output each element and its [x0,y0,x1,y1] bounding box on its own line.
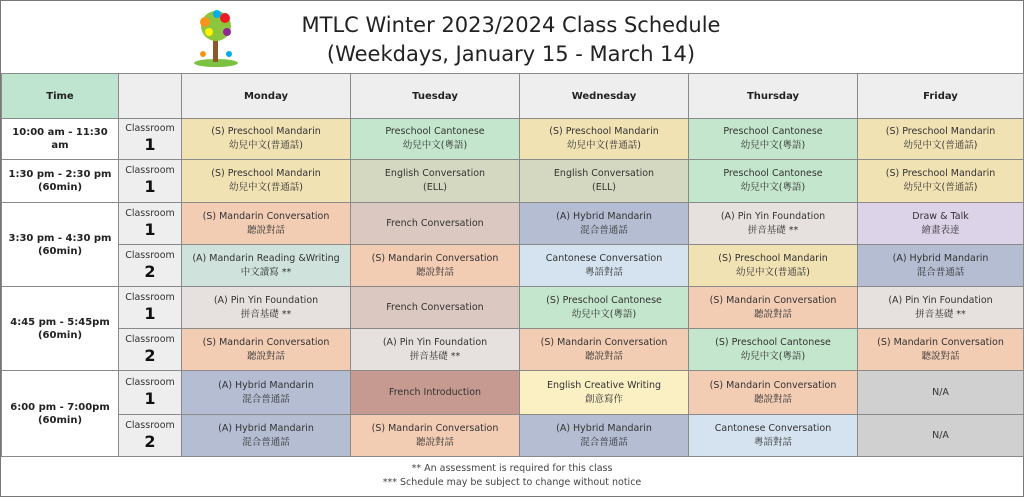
class-name: N/A [932,429,949,441]
class-name: English Creative Writing [546,379,662,391]
classroom-number: 1 [144,135,156,154]
class-chinese-name: 聽說對話 [584,350,623,362]
class-cell [689,119,858,160]
footnotes [1,457,1023,497]
class-cell [858,119,1024,160]
class-chinese-name: 拼音基礎 ** [915,308,966,320]
class-chinese-name: 幼兒中文(粵語) [571,308,637,320]
classroom-number: 2 [144,345,156,365]
class-cell [351,415,520,457]
classroom-label: Classroom [125,207,175,219]
class-cell [182,203,351,245]
classroom-label: Classroom [125,419,175,431]
classroom-label: Classroom [125,291,175,303]
day-header-friday: Friday [858,74,1024,119]
page-title [231,11,791,69]
class-cell [858,371,1024,415]
class-name: (A) Hybrid Mandarin [556,422,652,434]
class-name: English Conversation [384,168,486,179]
class-chinese-name: (ELL) [422,182,447,193]
class-cell [858,415,1024,457]
schedule-row [2,329,1024,371]
class-cell [351,119,520,160]
class-name: (S) Mandarin Conversation [371,422,499,434]
class-chinese-name: 混合普通話 [242,393,290,405]
class-chinese-name: 混合普通話 [580,224,628,236]
classroom-cell [119,245,182,287]
class-name: (A) Mandarin Reading &Writing [192,252,340,264]
class-cell [182,287,351,329]
classroom-cell [119,371,182,415]
schedule-row [2,160,1024,203]
class-cell [182,119,351,160]
class-name: (S) Preschool Mandarin [885,126,996,137]
class-name: (S) Mandarin Conversation [709,379,837,391]
time-slot-duration: (60min) [37,245,83,257]
schedule-row [2,203,1024,245]
classroom-cell [119,160,182,203]
schedule-row [2,245,1024,287]
class-cell [858,160,1024,203]
schedule-row [2,371,1024,415]
class-chinese-name: 聽說對話 [246,224,285,236]
class-chinese-name: 拼音基礎 ** [747,224,799,236]
time-slot-label: 6:00 pm - 7:00pm [10,401,110,413]
class-chinese-name: 聽說對話 [753,308,792,320]
class-cell [520,329,689,371]
class-chinese-name: 混合普通話 [916,266,965,278]
class-name: Draw & Talk [912,210,969,222]
class-name: (A) Hybrid Mandarin [218,422,314,434]
time-slot [2,371,119,457]
class-chinese-name: 聽說對話 [246,350,285,362]
class-cell [351,329,520,371]
class-chinese-name: 拼音基礎 ** [409,350,461,362]
schedule-row [2,287,1024,329]
class-cell [689,160,858,203]
class-cell [689,415,858,457]
class-name: French Introduction [388,386,482,398]
class-name: Cantonese Conversation [545,252,663,264]
class-name: (A) Pin Yin Foundation [888,294,993,306]
class-name: (S) Mandarin Conversation [202,336,330,348]
classroom-cell [119,203,182,245]
time-slot-duration: (60min) [37,329,83,341]
class-name: English Conversation [553,168,655,179]
class-chinese-name: 幼兒中文(普通話) [229,182,303,193]
class-chinese-name: 幼兒中文(粵語) [740,182,806,193]
class-cell [182,160,351,203]
classroom-number: 1 [144,219,156,239]
class-name: (A) Pin Yin Foundation [213,294,319,306]
class-cell [351,371,520,415]
time-slot-duration: (60min) [37,414,83,426]
class-chinese-name: 粵語對話 [584,266,623,278]
time-slot-label: 4:45 pm - 5:45pm [10,316,110,328]
class-chinese-name: 幼兒中文(普通話) [567,140,641,151]
class-cell [689,329,858,371]
class-cell [858,203,1024,245]
schedule-table [1,73,1024,457]
class-chinese-name: 幼兒中文(普通話) [903,140,978,151]
time-slot [2,287,119,371]
class-name: Cantonese Conversation [714,422,832,434]
class-cell [520,203,689,245]
class-cell [520,371,689,415]
class-cell [182,245,351,287]
classroom-label: Classroom [125,123,175,134]
class-name: (A) Hybrid Mandarin [556,210,652,222]
class-chinese-name: 聽說對話 [753,393,792,405]
class-chinese-name: 混合普通話 [242,436,290,448]
time-slot [2,119,119,160]
class-name: (S) Preschool Cantonese [715,336,831,348]
class-name: (S) Mandarin Conversation [202,210,330,222]
classroom-label: Classroom [125,376,175,388]
day-header-wednesday: Wednesday [520,74,689,119]
class-chinese-name: 聽說對話 [415,266,454,278]
class-name: (S) Preschool Mandarin [549,126,659,137]
class-chinese-name: 幼兒中文(粵語) [402,140,468,151]
class-cell [520,160,689,203]
room-header [119,74,182,119]
class-name: (S) Mandarin Conversation [371,252,499,264]
time-slot-label: 1:30 pm - 2:30 pm [8,169,112,180]
class-cell [689,203,858,245]
class-chinese-name: 幼兒中文(粵語) [740,140,806,151]
class-cell [182,415,351,457]
classroom-cell [119,415,182,457]
class-chinese-name: 創意寫作 [584,393,623,405]
schedule-header [1,1,1023,73]
classroom-number: 1 [144,303,156,323]
class-cell [520,287,689,329]
class-cell [520,119,689,160]
class-cell [858,245,1024,287]
classroom-number: 2 [144,431,156,451]
class-cell [182,371,351,415]
time-slot-label: 10:00 am - 11:30 am [12,127,108,151]
class-cell [520,415,689,457]
class-chinese-name: 幼兒中文(普通話) [736,266,810,278]
class-chinese-name: 中文讀寫 ** [240,266,292,278]
day-header-monday: Monday [182,74,351,119]
title-line-1: MTLC Winter 2023/2024 Class Schedule [301,13,721,37]
schedule-row [2,415,1024,457]
class-name: Preschool Cantonese [385,126,485,137]
class-name: (S) Preschool Cantonese [546,294,662,306]
class-chinese-name: 幼兒中文(普通話) [229,140,303,151]
time-slot-duration: (60min) [37,182,83,193]
classroom-label: Classroom [125,333,175,345]
class-cell [182,329,351,371]
class-name: (A) Pin Yin Foundation [720,210,826,222]
class-chinese-name: 聽說對話 [415,436,454,448]
class-name: (S) Mandarin Conversation [709,294,837,306]
footnote-assessment: ** An assessment is required for this class [411,463,613,474]
day-header-tuesday: Tuesday [351,74,520,119]
class-cell [351,245,520,287]
class-name: (S) Preschool Mandarin [211,126,321,137]
time-header: Time [2,74,119,119]
class-name: (A) Hybrid Mandarin [892,252,989,264]
class-name: French Conversation [386,217,484,229]
time-slot-label: 3:30 pm - 4:30 pm [8,232,112,244]
classroom-cell [119,329,182,371]
class-name: (A) Hybrid Mandarin [218,379,314,391]
class-name: French Conversation [386,301,484,313]
day-header-thursday: Thursday [689,74,858,119]
time-slot [2,203,119,287]
footnote-schedule-change: *** Schedule may be subject to change without notice [382,477,642,488]
class-chinese-name: 幼兒中文(普通話) [903,182,978,193]
class-cell [351,160,520,203]
class-chinese-name: (ELL) [591,182,616,193]
time-slot [2,160,119,203]
class-name: (A) Pin Yin Foundation [382,336,488,348]
class-cell [689,245,858,287]
class-name: Preschool Cantonese [723,168,823,179]
class-cell [689,287,858,329]
class-chinese-name: 幼兒中文(粵語) [740,350,806,362]
classroom-number: 1 [144,388,156,408]
class-cell [351,203,520,245]
class-cell [858,287,1024,329]
class-chinese-name: 聽說對話 [921,350,960,362]
class-name: (S) Mandarin Conversation [877,336,1004,348]
class-chinese-name: 粵語對話 [753,436,792,448]
class-cell [520,245,689,287]
class-name: (S) Preschool Mandarin [885,168,996,179]
class-name: N/A [932,386,949,398]
classroom-number: 1 [144,177,156,196]
class-cell [689,371,858,415]
class-chinese-name: 拼音基礎 ** [240,308,292,320]
class-chinese-name: 混合普通話 [580,436,628,448]
title-line-2: (Weekdays, January 15 - March 14) [326,42,696,66]
header-row [2,74,1024,119]
class-cell [351,287,520,329]
classroom-label: Classroom [125,165,175,176]
classroom-label: Classroom [125,249,175,261]
class-name: Preschool Cantonese [723,126,823,137]
classroom-cell [119,287,182,329]
class-name: (S) Mandarin Conversation [540,336,668,348]
classroom-number: 2 [144,261,156,281]
class-cell [858,329,1024,371]
classroom-cell [119,119,182,160]
class-chinese-name: 繪畫表達 [921,224,960,236]
class-name: (S) Preschool Mandarin [211,168,321,179]
class-name: (S) Preschool Mandarin [718,252,828,264]
schedule-row [2,119,1024,160]
